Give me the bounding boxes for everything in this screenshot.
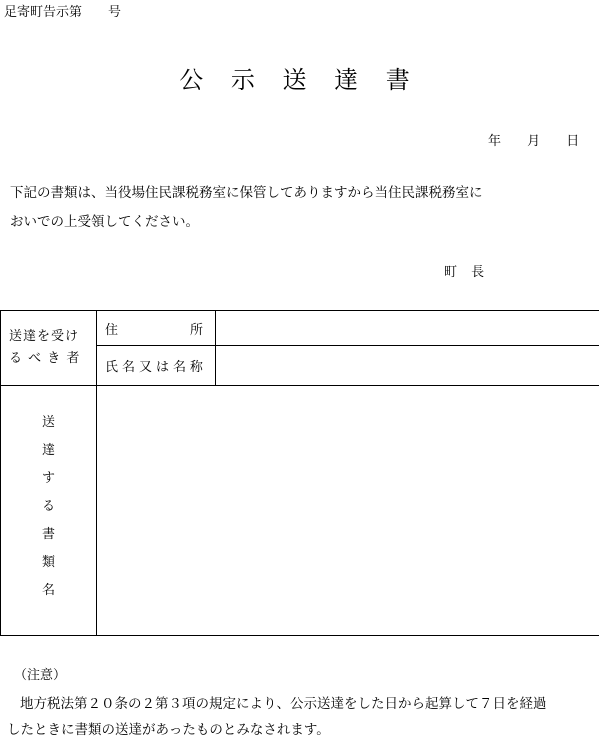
note-heading: （注意） [14,664,66,683]
body-text-line-1: 下記の書類は、当役場住民課税務室に保管してありますから当住民課税務室に [10,181,483,201]
signature-town-mayor: 町 長 [444,261,484,280]
name-label: 氏 名 又 は 名 称 [105,356,203,375]
name-field[interactable] [216,346,599,386]
recipient-header-line-1: 送達を受け [9,326,96,348]
date-line: 年 月 日 [488,130,579,149]
documents-header-label: 送 達 す る 書 類 名 [1,386,96,601]
name-label-cell [97,346,216,386]
document-title: 公 示 送 達 書 [0,60,599,95]
documents-header-cell [1,386,97,636]
address-label: 住 所 [105,319,203,338]
recipient-header-line-2: る べ き 者 [9,348,96,370]
note-text-line-1: 地方税法第２０条の２第３項の規定により、公示送達をした日から起算して７日を経過 [20,692,547,712]
note-text-line-2: したときに書類の送達があったものとみなされます。 [7,718,330,738]
notice-number: 足寄町告示第 号 [4,1,121,20]
service-form-table [0,310,599,636]
documents-field[interactable] [97,386,599,636]
body-text-line-2: おいでの上受領してください。 [10,210,199,230]
address-label-cell [97,311,216,346]
recipient-header-cell [1,311,97,386]
address-field[interactable] [216,311,599,346]
